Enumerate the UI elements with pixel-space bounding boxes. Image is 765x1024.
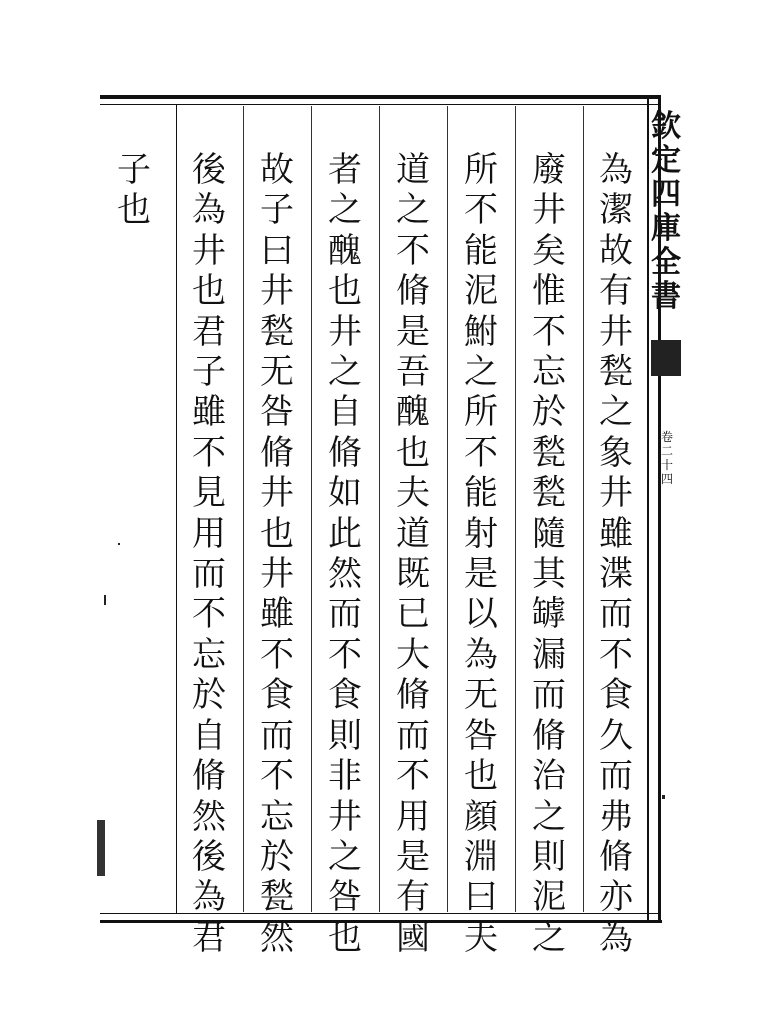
column-character: 渫 [599,554,633,595]
text-column-5 [323,150,367,958]
column-character: 國 [396,917,430,958]
column-character: 而 [599,594,633,635]
column-character: 而 [328,594,362,635]
column-character: 不 [396,756,430,797]
column-character: 是 [396,311,430,352]
column-character: 夫 [464,917,498,958]
column-character: 忘 [260,796,294,837]
frame-left-rule [176,104,177,914]
column-character: 是 [396,836,430,877]
column-character: 咎 [260,392,294,433]
column-character: 甃 [599,352,633,393]
column-character: 不 [260,756,294,797]
column-character: 漏 [532,634,566,675]
column-character: 子 [117,150,151,190]
column-character: 甃 [260,311,294,352]
column-character: 者 [328,150,362,190]
column-character: 脩 [599,836,633,877]
text-column-7 [187,150,231,958]
frame-bottom-outer-rule [100,920,662,923]
column-character: 而 [532,675,566,716]
column-character: 如 [328,473,362,514]
column-character: 君 [192,311,226,352]
column-character: 雖 [260,594,294,635]
column-character: 非 [328,756,362,797]
column-character: 射 [464,513,498,554]
column-character: 隨 [532,513,566,554]
column-divider [311,106,312,912]
column-character: 之 [599,392,633,433]
column-character: 罅 [532,594,566,635]
column-character: 後 [192,836,226,877]
column-character: 君 [192,917,226,958]
column-character: 醜 [328,230,362,271]
frame-bottom-inner-rule [100,913,660,914]
column-character: 之 [328,836,362,877]
column-character: 此 [328,513,362,554]
margin-volume-label: 卷 二 十 四 [660,430,673,486]
column-character: 之 [532,796,566,837]
column-divider [379,106,380,912]
column-character: 所 [464,392,498,433]
frame-top-inner-rule [100,104,658,105]
text-column-4 [391,150,435,958]
column-character: 脩 [532,715,566,756]
column-character: 也 [328,917,362,958]
column-character: 然 [192,796,226,837]
column-character: 為 [599,917,633,958]
column-character: 也 [117,190,151,231]
column-character: 也 [328,271,362,312]
column-divider [447,106,448,912]
column-character: 井 [328,311,362,352]
column-character: 食 [260,675,294,716]
column-character: 能 [464,473,498,514]
text-column-1 [594,150,638,958]
column-character: 脩 [396,271,430,312]
column-character: 脩 [192,756,226,797]
column-character: 醜 [396,392,430,433]
column-character: 井 [328,796,362,837]
column-character: 脩 [328,432,362,473]
column-character: 不 [464,190,498,231]
column-character: 井 [260,271,294,312]
column-character: 脩 [260,432,294,473]
ink-speck [104,595,106,605]
column-character: 為 [192,877,226,918]
column-character: 後 [192,150,226,190]
column-character: 道 [396,513,430,554]
text-column-3 [459,150,503,958]
column-character: 井 [599,473,633,514]
column-character: 之 [532,917,566,958]
column-character: 子 [192,352,226,393]
ink-speck [97,820,105,876]
column-character: 於 [532,392,566,433]
column-character: 夫 [396,473,430,514]
column-character: 已 [396,594,430,635]
column-character: 於 [192,675,226,716]
column-character: 不 [532,311,566,352]
column-character: 子 [260,190,294,231]
column-character: 既 [396,554,430,595]
column-character: 矣 [532,230,566,271]
column-character: 亦 [599,877,633,918]
column-divider [243,106,244,912]
column-character: 雖 [599,513,633,554]
column-character: 雖 [192,392,226,433]
column-character: 井 [192,230,226,271]
column-character: 弗 [599,796,633,837]
column-character: 然 [328,554,362,595]
column-character: 惟 [532,271,566,312]
column-character: 之 [328,190,362,231]
column-character: 也 [192,271,226,312]
column-character: 故 [599,230,633,271]
column-divider [583,106,584,912]
frame-right-inner-rule [647,95,649,923]
column-character: 甃 [532,432,566,473]
column-character: 之 [464,352,498,393]
column-character: 咎 [328,877,362,918]
column-character: 見 [192,473,226,514]
column-character: 不 [599,634,633,675]
column-character: 自 [192,715,226,756]
column-character: 甃 [260,877,294,918]
text-column-6 [255,150,299,958]
column-character: 井 [260,554,294,595]
column-character: 井 [532,190,566,231]
column-character: 為 [599,150,633,190]
column-character: 之 [396,190,430,231]
column-character: 治 [532,756,566,797]
column-character: 曰 [464,877,498,918]
column-character: 井 [260,473,294,514]
column-character: 則 [328,715,362,756]
column-character: 自 [328,392,362,433]
column-character: 故 [260,150,294,190]
column-character: 用 [396,796,430,837]
text-column-8 [112,150,156,231]
column-character: 用 [192,513,226,554]
column-character: 而 [260,715,294,756]
column-character: 而 [192,554,226,595]
column-character: 忘 [192,634,226,675]
column-character: 泥 [532,877,566,918]
column-character: 潔 [599,190,633,231]
column-character: 之 [328,352,362,393]
column-character: 鮒 [464,311,498,352]
column-character: 其 [532,554,566,595]
column-character: 甃 [532,473,566,514]
column-character: 不 [464,432,498,473]
column-character: 井 [599,311,633,352]
column-character: 也 [464,756,498,797]
column-character: 淵 [464,836,498,877]
column-character: 為 [464,634,498,675]
frame-top-outer-rule [100,95,658,99]
column-character: 不 [192,432,226,473]
column-character: 為 [192,190,226,231]
margin-fishtail-mark [651,340,681,376]
column-character: 吾 [396,352,430,393]
column-character: 曰 [260,230,294,271]
column-character: 而 [396,715,430,756]
column-character: 於 [260,836,294,877]
column-character: 无 [464,675,498,716]
column-character: 顔 [464,796,498,837]
column-character: 不 [192,594,226,635]
column-character: 而 [599,756,633,797]
column-character: 咎 [464,715,498,756]
column-character: 象 [599,432,633,473]
column-character: 有 [396,877,430,918]
column-character: 忘 [532,352,566,393]
column-character: 道 [396,150,430,190]
column-character: 不 [260,634,294,675]
column-character: 所 [464,150,498,190]
column-character: 廢 [532,150,566,190]
ink-speck [118,543,120,545]
column-character: 脩 [396,675,430,716]
ink-speck [662,795,665,799]
text-column-2 [527,150,571,958]
column-character: 不 [396,230,430,271]
column-character: 也 [396,432,430,473]
column-divider [515,106,516,912]
column-character: 能 [464,230,498,271]
column-character: 食 [599,675,633,716]
column-character: 是 [464,554,498,595]
column-character: 无 [260,352,294,393]
column-character: 泥 [464,271,498,312]
column-character: 有 [599,271,633,312]
column-character: 大 [396,634,430,675]
column-character: 然 [260,917,294,958]
margin-book-title: 欽 定 四 庫 全 書 [651,109,681,314]
column-character: 久 [599,715,633,756]
column-character: 則 [532,836,566,877]
column-character: 也 [260,513,294,554]
column-character: 食 [328,675,362,716]
column-character: 不 [328,634,362,675]
column-character: 以 [464,594,498,635]
